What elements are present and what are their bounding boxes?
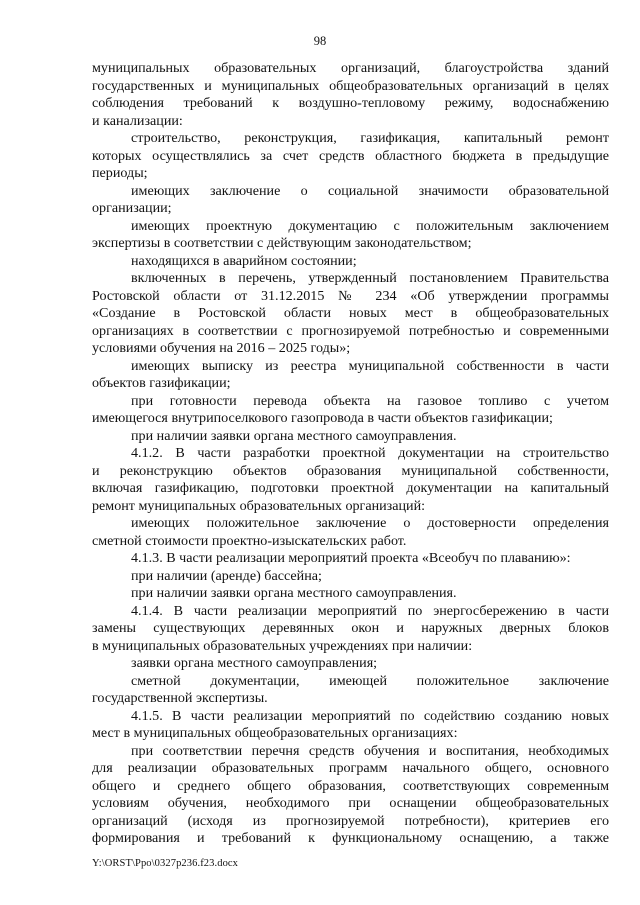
- text-line: условиям обучения, необходимого при оснащении общеобразовательных: [92, 795, 609, 811]
- text-line: мест в муниципальных общеобразовательных организациях:: [92, 725, 458, 741]
- text-line: строительство, реконструкция, газификация, капитальный ремонт: [131, 130, 609, 146]
- text-line: при наличии заявки органа местного самоуправления.: [131, 427, 457, 444]
- text-line: сметной документации, имеющей положительное заключение: [131, 672, 609, 689]
- text-line: организациях в соответствии с прогнозируемой потребностью и современными: [92, 322, 609, 339]
- text-line: имеющих проектную документацию с положительным заключением: [131, 217, 609, 234]
- text-line: имеющегося внутрипоселкового газопровода в части объектов газификации;: [92, 410, 553, 426]
- text-line: общего и среднего общего образования, соответствующих современным: [92, 777, 609, 794]
- text-line: имеющих заключение о социальной значимости образовательной: [131, 182, 609, 199]
- text-line: организации;: [92, 200, 172, 216]
- text-line: объектов газификации;: [92, 375, 231, 391]
- text-line: государственных и муниципальных общеобразовательных организаций в целях: [92, 77, 609, 94]
- text-line: при соответствии перечня средств обучения и воспитания, необходимых: [131, 742, 609, 759]
- text-line: и реконструкцию объектов образования муниципальной собственности,: [92, 462, 609, 479]
- text-line: сметной стоимости проектно-изыскательских работ.: [92, 532, 407, 549]
- text-line: 4.1.4. В части реализации мероприятий по энергосбережению в части: [131, 602, 609, 619]
- text-line: периоды;: [92, 165, 148, 181]
- text-line: соблюдения требований к воздушно-тепловому режиму, водоснабжению: [92, 95, 609, 111]
- text-line: включая газификацию, подготовки проектной документации на капитальный: [92, 480, 609, 496]
- text-line: формирования и требований к функциональному оснащению, а также: [92, 830, 609, 846]
- text-line: и канализации:: [92, 112, 183, 129]
- text-line: 4.1.2. В части разработки проектной документации на строительство: [131, 445, 609, 461]
- document-body: [92, 60, 609, 848]
- text-line: муниципальных образовательных организаций, благоустройства зданий: [92, 60, 609, 76]
- text-line: в муниципальных образовательных учреждениях при наличии:: [92, 637, 473, 654]
- text-line: условиями обучения на 2016 – 2025 годы»;: [92, 340, 351, 356]
- text-line: имеющих выписку из реестра муниципальной собственности в части: [131, 357, 609, 374]
- text-line: государственной экспертизы.: [92, 690, 268, 706]
- text-line: экспертизы в соответствии с действующим законодательством;: [92, 235, 472, 251]
- footer-file-path: Y:\ORST\Ppo\0327p236.f23.docx: [92, 858, 239, 869]
- text-line: ремонт муниципальных образовательных организаций:: [92, 497, 426, 514]
- page-number: 98: [313, 34, 327, 48]
- text-line: «Создание в Ростовской области новых мест в общеобразовательных: [92, 305, 609, 321]
- text-line: Ростовской области от 31.12.2015 № 234 «Об утверждении программы: [92, 287, 609, 304]
- text-line: организаций (исходя из прогнозируемой потребности), критериев его: [92, 812, 609, 829]
- text-line: при готовности перевода объекта на газовое топливо с учетом: [131, 392, 609, 409]
- text-line: имеющих положительное заключение о достоверности определения: [131, 515, 609, 531]
- text-line: заявки органа местного самоуправления;: [131, 655, 378, 671]
- text-line: замены существующих деревянных окон и наружных дверных блоков: [92, 620, 609, 636]
- text-line: включенных в перечень, утвержденный постановлением Правительства: [131, 270, 609, 286]
- text-line: при наличии (аренде) бассейна;: [131, 567, 322, 584]
- text-line: которых осуществлялись за счет средств областного бюджета в предыдущие: [92, 147, 609, 164]
- text-line: при наличии заявки органа местного самоуправления.: [131, 585, 457, 601]
- text-line: 4.1.5. В части реализации мероприятий по содействию созданию новых: [131, 707, 609, 724]
- text-line: 4.1.3. В части реализации мероприятий проекта «Всеобуч по плаванию»:: [131, 550, 571, 566]
- text-line: находящихся в аварийном состоянии;: [131, 252, 357, 269]
- text-line: для реализации образовательных программ начального общего, основного: [92, 760, 609, 776]
